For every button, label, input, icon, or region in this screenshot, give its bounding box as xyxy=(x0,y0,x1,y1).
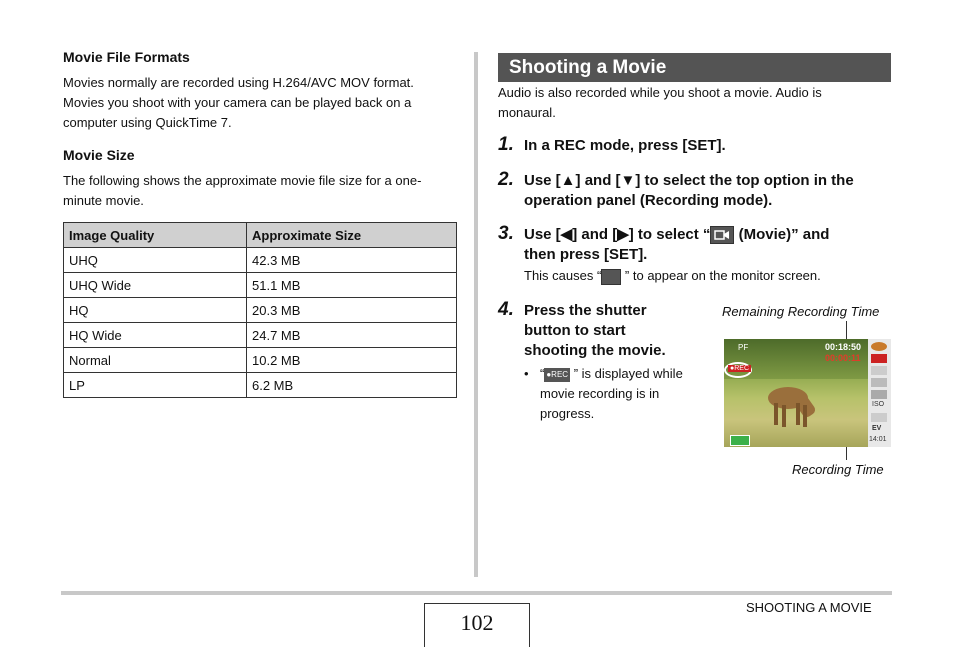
table-cell-size: 42.3 MB xyxy=(247,248,457,273)
bullet-line-3: progress. xyxy=(540,406,595,421)
white-balance-panel-icon xyxy=(871,413,887,422)
remaining-time-readout: 00:18:50 xyxy=(825,342,862,352)
formats-heading: Movie File Formats xyxy=(63,49,190,65)
step-2-text xyxy=(524,171,854,211)
movie-mode-icon xyxy=(710,226,734,244)
section-banner: Shooting a Movie xyxy=(498,53,891,82)
movie-mode-small-icon xyxy=(601,269,621,285)
table-row xyxy=(64,323,457,348)
bullet-line-1 xyxy=(540,364,683,384)
movie-size-table xyxy=(63,222,457,398)
formats-text xyxy=(63,73,414,133)
bullet-dot: • xyxy=(524,366,529,381)
step-4-bullet-text xyxy=(540,364,683,424)
step-3-note-b: ” to appear on the monitor screen. xyxy=(621,268,821,283)
size-heading: Movie Size xyxy=(63,147,135,163)
table-row xyxy=(64,248,457,273)
step-2-line-1: Use [▲] and [▼] to select the top option in the xyxy=(524,172,854,189)
iso-panel-label: ISO xyxy=(872,401,885,408)
table-row xyxy=(64,348,457,373)
clock-readout: 14:01 xyxy=(869,436,887,443)
table-cell-quality: Normal xyxy=(64,348,247,373)
formats-line-2: Movies you shoot with your camera can be played back on a xyxy=(63,95,412,110)
size-line-1: The following shows the approximate movie file size for a one- xyxy=(63,173,422,188)
size-text xyxy=(63,171,421,211)
bullet-line-1-a: “ xyxy=(540,366,545,381)
page-number: 102 xyxy=(424,603,530,647)
formats-line-1: Movies normally are recorded using H.264/AVC MOV format. xyxy=(63,75,414,90)
movie-mode-panel-icon xyxy=(871,342,887,351)
step-3-note xyxy=(524,268,821,285)
table-header-row xyxy=(64,223,457,248)
footer-rule xyxy=(61,591,892,595)
battery-icon xyxy=(730,435,750,446)
step-4-text xyxy=(524,301,666,361)
table-cell-quality: UHQ xyxy=(64,248,247,273)
ev-panel-label: EV xyxy=(872,425,882,432)
intro-line-1: Audio is also recorded while you shoot a movie. Audio is xyxy=(498,85,822,100)
panel-icon xyxy=(871,390,887,399)
step-3-line-1 xyxy=(524,225,829,245)
operation-panel xyxy=(868,339,891,447)
column-divider xyxy=(474,52,478,577)
step-3-number: 3. xyxy=(498,223,514,244)
table-row xyxy=(64,298,457,323)
rec-icon: ●REC xyxy=(544,368,570,382)
panel-icon xyxy=(871,366,887,375)
step-3-text xyxy=(524,225,829,265)
camera-monitor-image xyxy=(724,339,891,447)
table-cell-size: 20.3 MB xyxy=(247,298,457,323)
step-1-number: 1. xyxy=(498,134,514,155)
deer-leg xyxy=(774,403,778,425)
elapsed-time-readout: 00:00:11 xyxy=(825,353,861,363)
step-1-text: In a REC mode, press [SET]. xyxy=(524,137,726,154)
step-3-line-1-a: Use [◀] and [▶] to select “ xyxy=(524,226,711,243)
table-cell-size: 24.7 MB xyxy=(247,323,457,348)
callout-remaining-time: Remaining Recording Time xyxy=(722,304,880,319)
step-4-line-3: shooting the movie. xyxy=(524,342,666,359)
deer-photo xyxy=(724,339,868,447)
table-cell-size: 10.2 MB xyxy=(247,348,457,373)
table-row xyxy=(64,273,457,298)
footer-section-title: SHOOTING A MOVIE xyxy=(746,600,872,615)
bullet-line-1-b: ” is displayed while xyxy=(570,366,683,381)
step-2-line-2: operation panel (Recording mode). xyxy=(524,192,773,209)
step-2-number: 2. xyxy=(498,169,514,190)
step-4-line-2: button to start xyxy=(524,322,626,339)
table-header-quality: Image Quality xyxy=(64,223,247,248)
table-cell-size: 6.2 MB xyxy=(247,373,457,398)
table-cell-quality: LP xyxy=(64,373,247,398)
step-4-line-1: Press the shutter xyxy=(524,302,647,319)
pf-indicator: PF xyxy=(738,343,749,352)
step-3-note-a: This causes “ xyxy=(524,268,602,283)
table-header-size: Approximate Size xyxy=(247,223,457,248)
deer-leg xyxy=(782,405,786,427)
table-cell-quality: UHQ Wide xyxy=(64,273,247,298)
quality-panel-icon xyxy=(871,354,887,363)
table-cell-quality: HQ Wide xyxy=(64,323,247,348)
step-3-line-2: then press [SET]. xyxy=(524,246,648,263)
intro-line-2: monaural. xyxy=(498,105,556,120)
step-4-number: 4. xyxy=(498,299,514,320)
deer-leg xyxy=(803,405,807,427)
callout-recording-time: Recording Time xyxy=(792,462,884,477)
formats-line-3: computer using QuickTime 7. xyxy=(63,115,232,130)
table-cell-quality: HQ xyxy=(64,298,247,323)
screen-rec-indicator: ●REC xyxy=(730,365,750,372)
step-3-line-1-b: (Movie)” and xyxy=(734,226,830,243)
bullet-line-2: movie recording is in xyxy=(540,386,660,401)
table-cell-size: 51.1 MB xyxy=(247,273,457,298)
panel-icon xyxy=(871,378,887,387)
intro-text xyxy=(498,83,822,123)
table-row xyxy=(64,373,457,398)
size-line-2: minute movie. xyxy=(63,193,144,208)
step-4-bullet xyxy=(524,364,529,383)
deer-leg xyxy=(796,403,800,425)
